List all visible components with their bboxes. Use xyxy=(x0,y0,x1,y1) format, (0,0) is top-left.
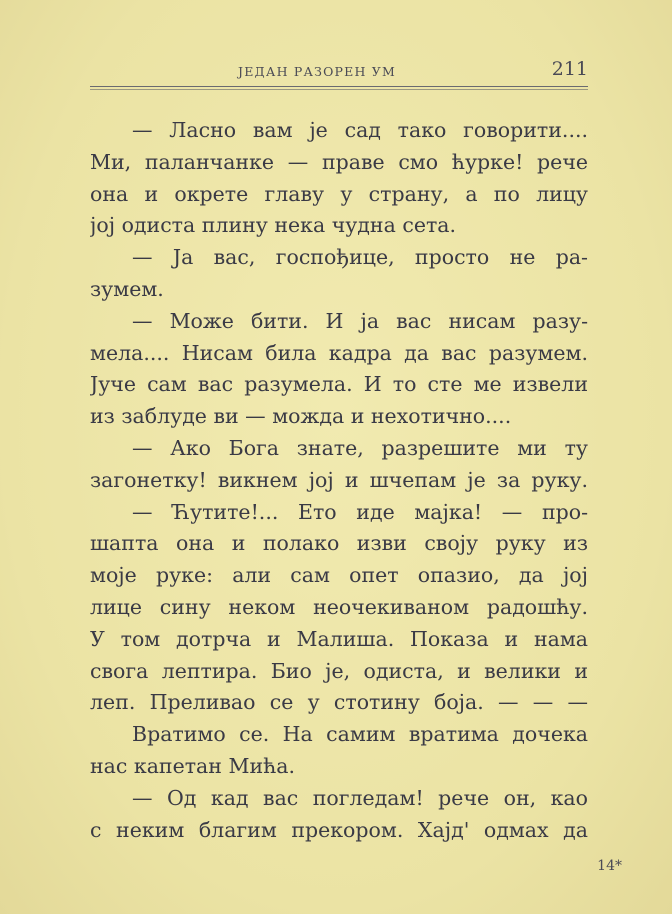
text-line: леп. Преливао се у стотину боја. — — — xyxy=(90,690,588,715)
text-line: она и окрете главу у страну, а по лицу xyxy=(90,181,588,206)
text-line: У том дотрча и Малиша. Показа и нама xyxy=(90,626,588,651)
header-rule-secondary xyxy=(90,89,588,90)
text-line: моје руке: али сам опет опазио, да јој xyxy=(90,563,588,588)
page-header xyxy=(90,58,588,84)
signature-mark: 14* xyxy=(597,858,622,874)
text-line: из заблуде ви — можда и нехотично.... xyxy=(90,404,512,429)
header-rule xyxy=(90,86,588,87)
body-text xyxy=(90,115,588,846)
text-line: — Ако Бога знате, разрешите ми ту xyxy=(132,435,588,460)
text-line: свога лептира. Био је, одиста, и велики и xyxy=(90,658,588,683)
page-number: 211 xyxy=(551,58,588,80)
text-line: — Ћутите!... Ето иде мајка! — про- xyxy=(132,499,588,524)
text-line: загонетку! викнем јој и шчепам је за руку. xyxy=(90,467,588,492)
text-line: — Од кад вас погледам! рече он, као xyxy=(132,785,588,810)
text-line: Ми, паланчанке — праве смо ћурке! рече xyxy=(90,149,588,174)
text-line: лице сину неком неочекиваном радошћу. xyxy=(90,594,588,619)
text-line: зумем. xyxy=(90,276,164,301)
text-line: нас капетан Мића. xyxy=(90,753,296,778)
text-line: — Може бити. И ја вас нисам разу- xyxy=(132,308,588,333)
text-line: — Ласно вам је сад тако говорити.... xyxy=(132,118,588,142)
text-line: — Ја вас, госпођице, просто не ра- xyxy=(132,245,588,270)
text-line: шапта она и полако изви своју руку из xyxy=(90,531,588,556)
text-line: Јуче сам вас разумела. И то сте ме извели xyxy=(90,372,588,397)
text-line: с неким благим прекором. Хајд' одмах да xyxy=(90,817,588,842)
text-line: јој одиста плину нека чудна сета. xyxy=(90,213,457,238)
text-line: мела.... Нисам била кадра да вас разумем. xyxy=(90,340,588,365)
text-line: Вратимо се. На самим вратима дочека xyxy=(132,722,588,747)
running-title: ЈЕДАН РАЗОРЕН УМ xyxy=(238,64,396,79)
